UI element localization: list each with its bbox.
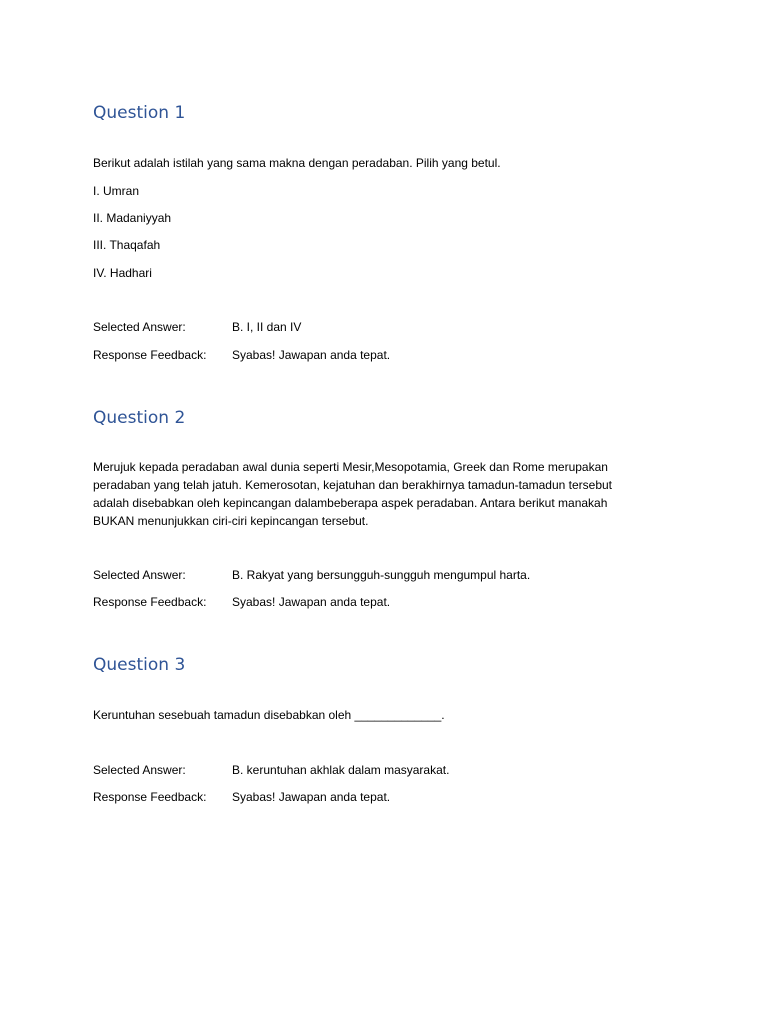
question-1-option-2: II. Madaniyyah xyxy=(93,211,172,225)
question-1-feedback-value: Syabas! Jawapan anda tepat. xyxy=(232,348,391,362)
question-1-option-3: III. Thaqafah xyxy=(93,238,161,252)
question-3-selected-answer-label: Selected Answer: xyxy=(93,763,186,777)
question-3-feedback-label: Response Feedback: xyxy=(93,790,207,804)
question-2-heading: Question 2 xyxy=(93,408,186,428)
question-2-prompt-line-1: Merujuk kepada peradaban awal dunia seperti Mesir,Mesopotamia, Greek dan Rome merupakan xyxy=(93,460,608,474)
question-2-selected-answer-label: Selected Answer: xyxy=(93,568,186,582)
question-3-feedback-value: Syabas! Jawapan anda tepat. xyxy=(232,790,391,804)
question-1-heading: Question 1 xyxy=(93,103,186,123)
question-2-feedback-label: Response Feedback: xyxy=(93,595,207,609)
question-1-option-1: I. Umran xyxy=(93,184,140,198)
question-2-prompt-line-4: BUKAN menunjukkan ciri-ciri kepincangan tersebut. xyxy=(93,514,369,528)
question-1-selected-answer-value: B. I, II dan IV xyxy=(232,320,302,334)
question-3-selected-answer-value: B. keruntuhan akhlak dalam masyarakat. xyxy=(232,763,450,777)
question-2-feedback-value: Syabas! Jawapan anda tepat. xyxy=(232,595,391,609)
question-1-option-4: IV. Hadhari xyxy=(93,266,152,280)
question-2-selected-answer-value: B. Rakyat yang bersungguh-sungguh mengumpul harta. xyxy=(232,568,531,582)
question-1-prompt: Berikut adalah istilah yang sama makna dengan peradaban. Pilih yang betul. xyxy=(93,156,501,170)
question-2-prompt-line-2: peradaban yang telah jatuh. Kemerosotan, kejatuhan dan berakhirnya tamadun-tamadun tersebut xyxy=(93,478,613,492)
question-1-selected-answer-label: Selected Answer: xyxy=(93,320,186,334)
question-3-prompt: Keruntuhan sesebuah tamadun disebabkan oleh _____________. xyxy=(93,708,445,722)
question-3-heading: Question 3 xyxy=(93,655,186,675)
question-1-feedback-label: Response Feedback: xyxy=(93,348,207,362)
question-2-prompt-line-3: adalah disebabkan oleh kepincangan dalambeberapa aspek peradaban. Antara berikut manakah xyxy=(93,496,608,510)
